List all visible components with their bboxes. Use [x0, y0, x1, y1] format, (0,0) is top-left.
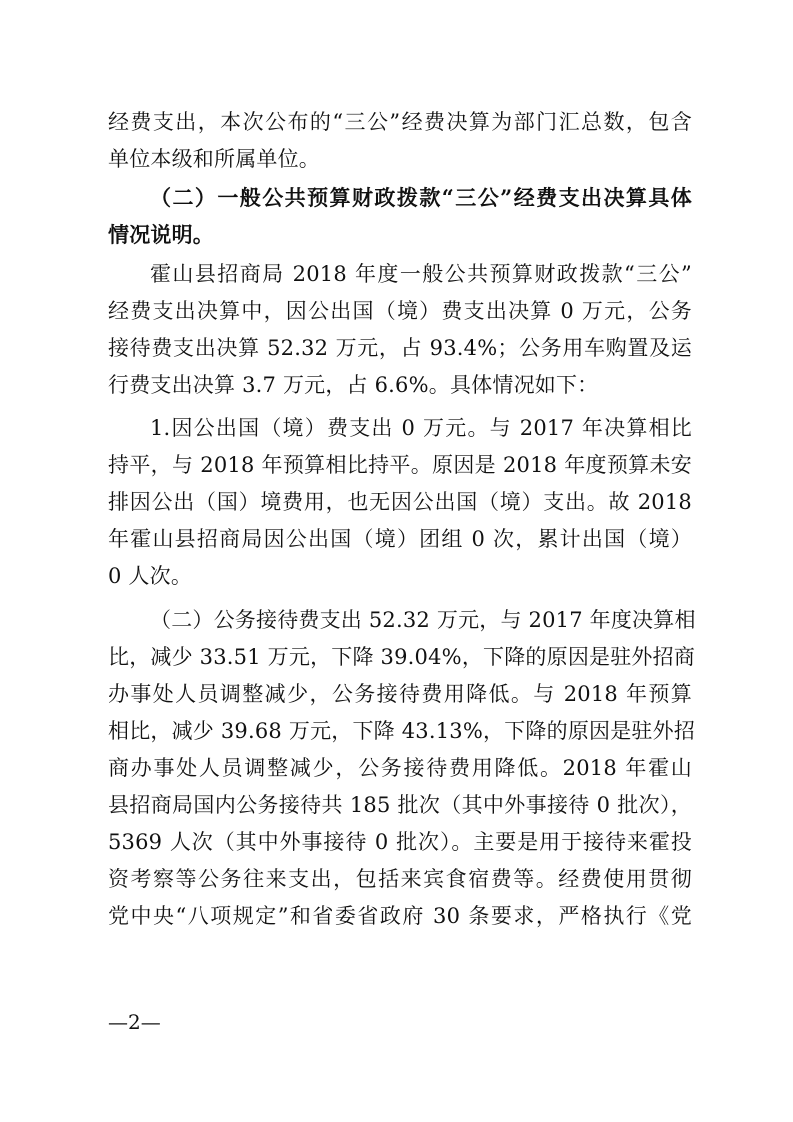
page-number: —2—	[108, 1010, 161, 1034]
body-line: 5369 人次（其中外事接待 0 批次）。主要是用于接待来霍投	[108, 830, 692, 854]
body-line: 霍山县招商局 2018 年度一般公共预算财政拨款“三公”	[150, 262, 692, 286]
body-line: 0 人次。	[108, 564, 193, 588]
body-line: 单位本级和所属单位。	[108, 147, 320, 171]
body-line: 行费支出决算 3.7 万元，占 6.6%。具体情况如下：	[108, 373, 599, 397]
section-heading: 情况说明。	[108, 222, 214, 247]
body-line: 比，减少 33.51 万元，下降 39.04%，下降的原因是驻外招商	[108, 645, 696, 669]
body-line: 县招商局国内公务接待共 185 批次（其中外事接待 0 批次），	[108, 793, 692, 817]
body-line: 持平，与 2018 年预算相比持平。原因是 2018 年度预算未安	[108, 453, 692, 477]
body-line: （二）公务接待费支出 52.32 万元，与 2017 年度决算相	[150, 608, 696, 632]
body-line: 经费支出决算中，因公出国（境）费支出决算 0 万元，公务	[108, 299, 692, 323]
body-line: 商办事处人员调整减少，公务接待费用降低。2018 年霍山	[108, 756, 692, 780]
body-line: 办事处人员调整减少，公务接待费用降低。与 2018 年预算	[108, 682, 692, 706]
body-line: 排因公出（国）境费用，也无因公出国（境）支出。故 2018	[108, 490, 692, 514]
body-line: 1.因公出国（境）费支出 0 万元。与 2017 年决算相比	[150, 416, 692, 440]
body-line: 经费支出，本次公布的“三公”经费决算为部门汇总数，包含	[108, 110, 692, 134]
body-line: 接待费支出决算 52.32 万元，占 93.4%；公务用车购置及运	[108, 336, 692, 360]
body-line: 资考察等公务往来支出，包括来宾食宿费等。经费使用贯彻	[108, 867, 692, 891]
body-line: 党中央“八项规定”和省委省政府 30 条要求，严格执行《党	[108, 904, 692, 928]
body-line: 相比，减少 39.68 万元，下降 43.13%，下降的原因是驻外招	[108, 719, 696, 743]
body-line: 年霍山县招商局因公出国（境）团组 0 次，累计出国（境）	[108, 527, 692, 551]
section-heading: （二）一般公共预算财政拨款“三公”经费支出决算具体	[150, 185, 692, 210]
